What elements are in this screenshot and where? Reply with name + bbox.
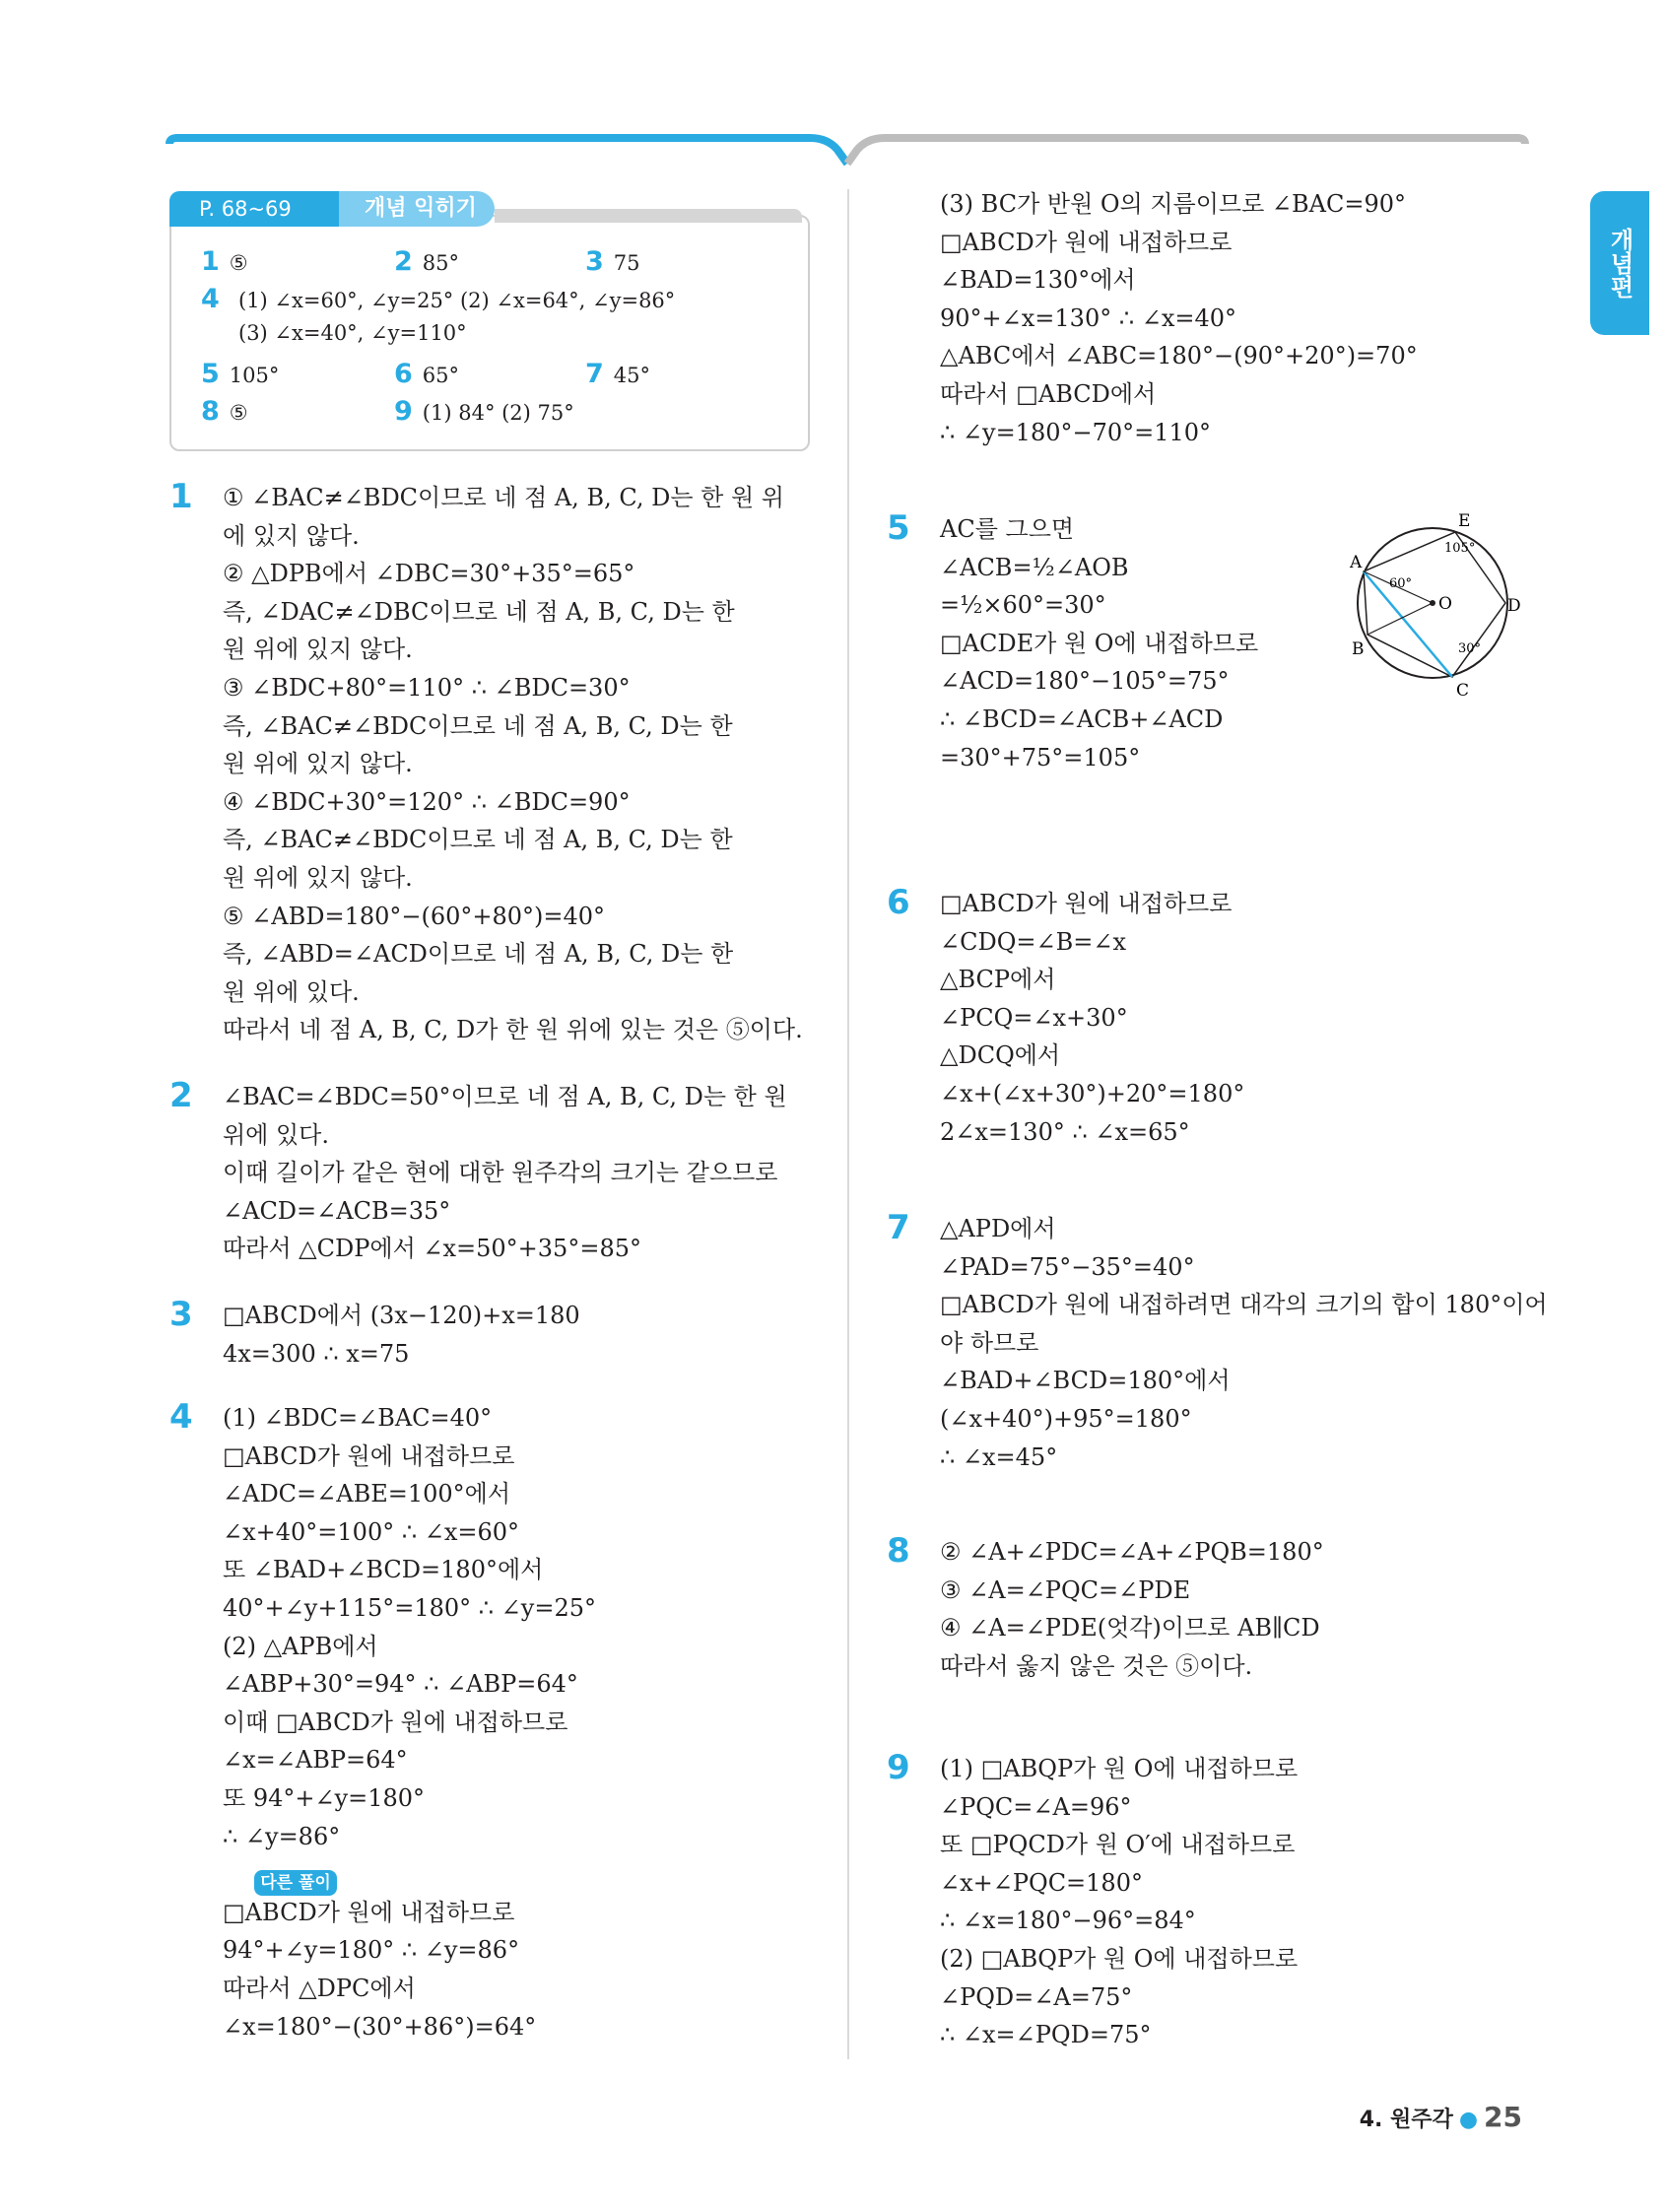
solution-line: 따라서 네 점 A, B, C, D가 한 원 위에 있는 것은 ⑤이다. xyxy=(223,1016,803,1044)
answer-value: 105° xyxy=(229,364,280,387)
solution-line: ② ∠A+∠PDC=∠A+∠PQB=180° xyxy=(940,1538,1324,1566)
solution-line: ∠PCQ=∠x+30° xyxy=(940,1003,1128,1032)
solution-line: ∠x=180°−(30°+86°)=64° xyxy=(223,2012,537,2041)
solution-line: □ABCD가 원에 내접하려면 대각의 크기의 합이 180°이어 xyxy=(940,1291,1548,1319)
answer-value: ⑤ xyxy=(229,401,248,425)
solution-line: 원 위에 있다. xyxy=(223,977,360,1006)
column-divider xyxy=(847,189,849,2059)
solution-line: □ACDE가 원 O에 내접하므로 xyxy=(940,629,1259,657)
solution-line: △ABC에서 ∠ABC=180°−(90°+20°)=70° xyxy=(940,342,1418,370)
solution-line: 40°+∠y+115°=180° ∴ ∠y=25° xyxy=(223,1594,596,1622)
solution-line: □ABCD에서 (3x−120)+x=180 xyxy=(223,1302,580,1329)
solution-line: 따라서 □ABCD에서 xyxy=(940,380,1157,408)
solution-line: (1) □ABQP가 원 O에 내접하므로 xyxy=(940,1755,1299,1782)
solution-line: 위에 있다. xyxy=(223,1120,329,1149)
top-decoration xyxy=(0,0,1668,168)
diagram-angle-30: 30° xyxy=(1458,641,1482,656)
answer-number: 1 xyxy=(201,246,220,277)
answer-item xyxy=(201,246,248,277)
solution-line: 원 위에 있지 않다. xyxy=(223,636,413,664)
solution-line: 90°+∠x=130° ∴ ∠x=40° xyxy=(940,303,1237,332)
page-footer xyxy=(1360,2101,1522,2133)
solution-line: ∠x=∠ABP=64° xyxy=(223,1746,408,1775)
answer-value: ⑤ xyxy=(229,251,248,275)
problem-number: 3 xyxy=(169,1295,193,1334)
problem-number: 2 xyxy=(169,1076,193,1115)
problem-number: 9 xyxy=(887,1748,910,1787)
solution-line: 원 위에 있지 않다. xyxy=(223,864,413,892)
problem-5-diagram xyxy=(1342,511,1521,701)
solution-line: ∠x+∠PQC=180° xyxy=(940,1868,1143,1897)
solution-line: ∠ADC=∠ABE=100°에서 xyxy=(223,1480,511,1508)
answer-item xyxy=(201,359,279,389)
problem-number: 6 xyxy=(887,883,910,922)
problem-number: 5 xyxy=(887,508,910,548)
solution-line: AC를 그으면 xyxy=(940,515,1075,543)
problem-number: 7 xyxy=(887,1208,910,1247)
header-divider xyxy=(495,209,802,223)
solution-line: 또 ∠BAD+∠BCD=180°에서 xyxy=(223,1556,544,1584)
answer-box-title: 개념 익히기 xyxy=(317,191,495,227)
solution-line: (2) △APB에서 xyxy=(223,1632,378,1660)
problem-number: 8 xyxy=(887,1531,910,1571)
answer-value: 45° xyxy=(613,364,651,387)
diagram-label-d: D xyxy=(1507,596,1521,616)
answer-number: 7 xyxy=(585,359,604,389)
diagram-label-e: E xyxy=(1458,511,1471,531)
solution-line: 따라서 옳지 않은 것은 ⑤이다. xyxy=(940,1651,1253,1680)
answer-value: (3) ∠x=40°, ∠y=110° xyxy=(238,321,467,345)
solution-line: ③ ∠BDC+80°=110° ∴ ∠BDC=30° xyxy=(223,674,631,702)
diagram-label-b: B xyxy=(1352,639,1365,659)
answer-item xyxy=(585,246,640,277)
solution-line: ∴ ∠y=86° xyxy=(223,1822,341,1850)
solution-line: □ABCD가 원에 내접하므로 xyxy=(223,1898,515,1926)
section-tab xyxy=(1590,191,1649,335)
solution-line: 따라서 △DPC에서 xyxy=(223,1975,416,2002)
solution-line: 따라서 △CDP에서 ∠x=50°+35°=85° xyxy=(223,1235,641,1263)
solution-line: ∴ ∠x=180°−96°=84° xyxy=(940,1907,1196,1935)
solution-line: 야 하므로 xyxy=(940,1328,1039,1357)
solution-line: ⑤ ∠ABD=180°−(60°+80°)=40° xyxy=(223,902,606,930)
solution-line: =½×60°=30° xyxy=(940,591,1106,620)
solution-line: ∠PQC=∠A=96° xyxy=(940,1792,1132,1821)
chapter-label: 4. 원주각 xyxy=(1359,2108,1453,2132)
solution-line: ③ ∠A=∠PQC=∠PDE xyxy=(940,1575,1191,1604)
solution-line: △BCP에서 xyxy=(940,966,1056,994)
section-tab-label: 개념편 xyxy=(1606,228,1634,299)
diagram-label-o: O xyxy=(1438,594,1452,614)
solution-line: 2∠x=130° ∴ ∠x=65° xyxy=(940,1117,1190,1146)
solution-line: 또 94°+∠y=180° xyxy=(223,1784,426,1812)
solution-line: ④ ∠BDC+30°=120° ∴ ∠BDC=90° xyxy=(223,787,631,816)
solution-line: ∴ ∠x=∠PQD=75° xyxy=(940,2021,1152,2049)
answer-number: 3 xyxy=(585,246,604,277)
answer-number: 6 xyxy=(394,359,413,389)
solution-line: ∠x+40°=100° ∴ ∠x=60° xyxy=(223,1517,520,1546)
solution-line: =30°+75°=105° xyxy=(940,743,1141,771)
solution-line: (∠x+40°)+95°=180° xyxy=(940,1405,1192,1433)
solution-line: 원 위에 있지 않다. xyxy=(223,750,413,778)
answer-number: 4 xyxy=(201,284,220,314)
solution-line: ∠ACD=∠ACB=35° xyxy=(223,1196,451,1225)
solution-line: ① ∠BAC≠∠BDC이므로 네 점 A, B, C, D는 한 원 위 xyxy=(223,484,784,511)
solution-line: △DCQ에서 xyxy=(940,1041,1061,1070)
solution-line: △APD에서 xyxy=(940,1215,1056,1242)
diagram-label-a: A xyxy=(1350,553,1363,572)
answer-box-header xyxy=(169,191,806,231)
solution-line: 즉, ∠DAC≠∠DBC이므로 네 점 A, B, C, D는 한 xyxy=(223,597,735,626)
solution-line: ∠CDQ=∠B=∠x xyxy=(940,927,1126,956)
footer-dot: ● xyxy=(1458,2108,1479,2132)
solution-line: (2) □ABQP가 원 O에 내접하므로 xyxy=(940,1945,1299,1973)
solution-line: ∴ ∠x=45° xyxy=(940,1442,1058,1471)
solution-line: 에 있지 않다. xyxy=(223,521,360,550)
solution-line: ② △DPB에서 ∠DBC=30°+35°=65° xyxy=(223,560,635,588)
answer-item xyxy=(201,321,467,345)
solution-line: ∠ACD=180°−105°=75° xyxy=(940,667,1230,696)
page-number: 25 xyxy=(1484,2101,1522,2133)
answer-value: 85° xyxy=(422,251,460,275)
diagram-label-c: C xyxy=(1456,681,1470,701)
solution-line: 또 □PQCD가 원 O′에 내접하므로 xyxy=(940,1831,1296,1859)
solution-line: ∠BAD=130°에서 xyxy=(940,266,1136,295)
answer-number: 2 xyxy=(394,246,413,277)
diagram-angle-60: 60° xyxy=(1389,576,1413,591)
diagram-angle-105: 105° xyxy=(1444,541,1476,556)
answer-value: 75 xyxy=(613,251,640,275)
problem-number: 1 xyxy=(169,477,193,516)
solution-line: ∠ABP+30°=94° ∴ ∠ABP=64° xyxy=(223,1670,578,1699)
solution-line: 즉, ∠BAC≠∠BDC이므로 네 점 A, B, C, D는 한 xyxy=(223,826,733,854)
solution-line: 즉, ∠ABD=∠ACD이므로 네 점 A, B, C, D는 한 xyxy=(223,940,734,969)
answer-item xyxy=(394,396,574,427)
solution-line: □ABCD가 원에 내접하므로 xyxy=(940,890,1233,917)
solution-line: ∠PQD=∠A=75° xyxy=(940,1982,1133,2011)
solution-line: 4x=300 ∴ x=75 xyxy=(223,1339,410,1368)
solution-line: (3) BC가 반원 O의 지름이므로 ∠BAC=90° xyxy=(940,190,1407,218)
solution-line: 즉, ∠BAC≠∠BDC이므로 네 점 A, B, C, D는 한 xyxy=(223,711,733,740)
answer-box-pages: P. 68~69 xyxy=(169,191,339,227)
answer-number: 5 xyxy=(201,359,220,389)
solution-line: ∠PAD=75°−35°=40° xyxy=(940,1252,1195,1281)
answer-value: (1) ∠x=60°, ∠y=25° (2) ∠x=64°, ∠y=86° xyxy=(238,289,676,312)
answer-value: 65° xyxy=(422,364,460,387)
solution-line: ∠BAD+∠BCD=180°에서 xyxy=(940,1367,1231,1395)
alternative-solution-badge: 다른 풀이 xyxy=(254,1870,337,1896)
solution-line: 이때 □ABCD가 원에 내접하므로 xyxy=(223,1708,568,1736)
solution-line: 94°+∠y=180° ∴ ∠y=86° xyxy=(223,1936,520,1965)
solution-line: □ABCD가 원에 내접하므로 xyxy=(223,1441,515,1470)
answer-item xyxy=(201,396,248,427)
solution-line: □ABCD가 원에 내접하므로 xyxy=(940,228,1233,256)
solution-line: ∠BAC=∠BDC=50°이므로 네 점 A, B, C, D는 한 원 xyxy=(223,1083,787,1110)
answer-item xyxy=(585,359,650,389)
answer-item xyxy=(394,246,459,277)
solution-line: ∴ ∠y=180°−70°=110° xyxy=(940,418,1212,446)
answer-number: 9 xyxy=(394,396,413,427)
solution-line: ∴ ∠BCD=∠ACB+∠ACD xyxy=(940,705,1224,733)
answer-item xyxy=(394,359,459,389)
answer-number: 8 xyxy=(201,396,220,427)
solution-line: ④ ∠A=∠PDE(엇각)이므로 AB∥CD xyxy=(940,1614,1320,1642)
solution-line: ∠x+(∠x+30°)+20°=180° xyxy=(940,1080,1245,1107)
solution-line: 이때 길이가 같은 현에 대한 원주각의 크기는 같으므로 xyxy=(223,1159,778,1187)
answer-value: (1) 84° (2) 75° xyxy=(422,401,574,425)
problem-number: 4 xyxy=(169,1397,193,1437)
solution-line: (1) ∠BDC=∠BAC=40° xyxy=(223,1404,493,1432)
solution-line: ∠ACB=½∠AOB xyxy=(940,553,1129,581)
answer-item xyxy=(201,284,675,314)
